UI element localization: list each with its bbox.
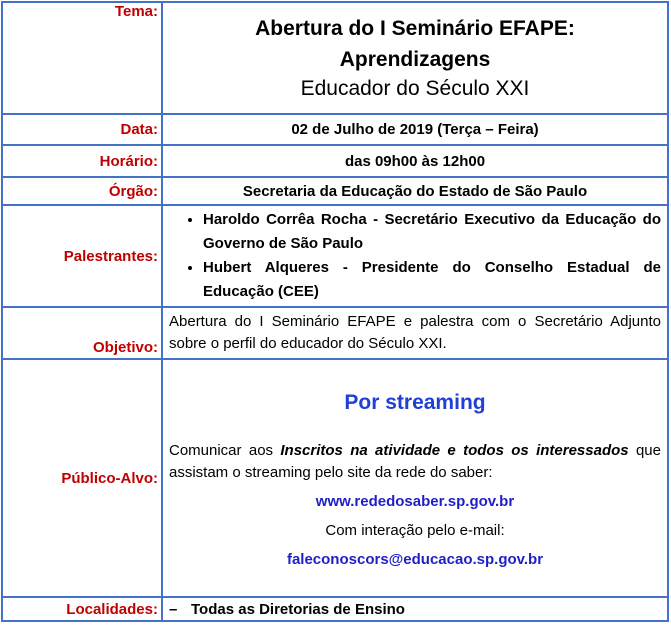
tema-title-line1: Abertura do I Seminário EFAPE: xyxy=(255,17,575,40)
label-horario: Horário: xyxy=(2,145,162,177)
label-palestrantes: Palestrantes: xyxy=(2,205,162,307)
localidades-cell xyxy=(162,597,668,621)
speaker-item: • Haroldo Corrêa Rocha - Secretário Executivo da Educação do Governo de São Paulo xyxy=(203,208,661,256)
label-tema: Tema: xyxy=(2,2,162,114)
rede-do-saber-link[interactable]: www.rededosaber.sp.gov.br xyxy=(315,493,515,510)
publico-text-intro: Comunicar aos xyxy=(169,442,281,459)
label-objetivo: Objetivo: xyxy=(2,307,162,359)
row-tema xyxy=(2,2,668,114)
tema-title-line2: Aprendizagens xyxy=(339,48,491,71)
row-publico xyxy=(2,359,668,597)
label-data: Data: xyxy=(2,114,162,145)
label-localidades: Localidades: xyxy=(2,597,162,621)
label-orgao: Órgão: xyxy=(2,177,162,205)
row-localidades xyxy=(2,597,668,621)
palestrantes-cell xyxy=(162,205,668,307)
publico-cell xyxy=(162,359,668,597)
contact-email-link[interactable]: faleconoscors@educacao.sp.gov.br xyxy=(286,551,544,568)
row-data xyxy=(2,114,668,145)
row-orgao xyxy=(2,177,668,205)
label-publico-alvo: Público-Alvo: xyxy=(2,359,162,597)
row-palestrantes xyxy=(2,205,668,307)
orgao-value: Secretaria da Educação do Estado de São Paulo xyxy=(162,177,668,205)
speakers-list xyxy=(169,208,661,304)
tema-subtitle: Educador do Século XXI xyxy=(300,77,530,100)
dash-bullet: – xyxy=(169,600,178,618)
publico-description xyxy=(169,440,661,484)
streaming-heading: Por streaming xyxy=(344,391,486,414)
publico-text-emphasis: Inscritos na atividade e todos os interessados xyxy=(280,442,629,459)
event-date: 02 de Julho de 2019 (Terça – Feira) xyxy=(162,114,668,145)
objetivo-value: Abertura do I Seminário EFAPE e palestra com o Secretário Adjunto sobre o perfil do educador do Século XXI. xyxy=(162,307,668,359)
speaker-item: • Hubert Alqueres - Presidente do Conselho Estadual de Educação (CEE) xyxy=(203,256,661,304)
row-objetivo xyxy=(2,307,668,359)
row-horario xyxy=(2,145,668,177)
event-info-table xyxy=(1,1,669,622)
email-label: Com interação pelo e-mail: xyxy=(325,522,505,539)
localidades-value: Todas as Diretorias de Ensino xyxy=(191,600,405,618)
publico-text-rest: que assistam o streaming pelo site da rede do saber: xyxy=(169,442,661,481)
event-time: das 09h00 às 12h00 xyxy=(162,145,668,177)
tema-cell xyxy=(162,2,668,114)
